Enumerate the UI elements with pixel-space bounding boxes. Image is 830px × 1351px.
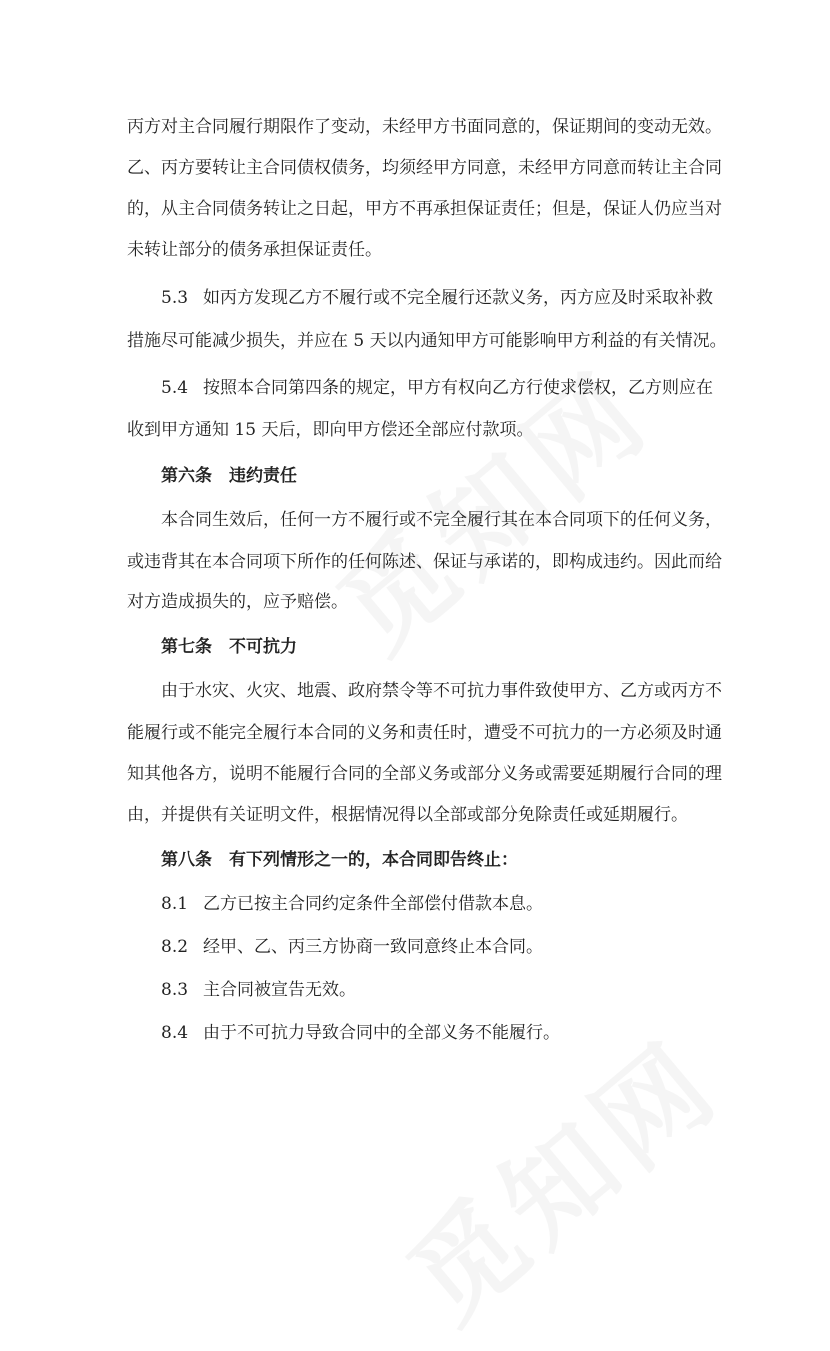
paragraph-line: 乙、丙方要转让主合同债权债务，均须经甲方同意，未经甲方同意而转让主合同 [127, 158, 722, 178]
paragraph-line: 对方造成损失的，应予赔偿。 [127, 592, 348, 612]
clause-8-3 [161, 979, 356, 1001]
clause-8-2 [161, 936, 543, 958]
watermark [370, 999, 747, 1351]
section-heading-8: 第八条 有下列情形之一的，本合同即告终止： [161, 850, 518, 870]
clause-8-1 [161, 893, 543, 915]
clause-text: 经甲、乙、丙三方协商一致同意终止本合同。 [203, 937, 543, 957]
clause-text: 主合同被宣告无效。 [203, 980, 356, 1000]
clause-text: 如丙方发现乙方不履行或不完全履行还款义务，丙方应及时采取补救 [203, 288, 713, 308]
clause-text: 由于不可抗力导致合同中的全部义务不能履行。 [203, 1023, 560, 1043]
clause-number: 8.2 [161, 937, 189, 957]
paragraph-line: 或违背其在本合同项下所作的任何陈述、保证与承诺的，即构成违约。因此而给 [127, 552, 722, 572]
clause-5-4 [161, 377, 713, 399]
clause-number: 8.4 [161, 1023, 189, 1043]
clause-text: 按照本合同第四条的规定，甲方有权向乙方行使求偿权，乙方则应在 [203, 378, 713, 398]
clause-number: 8.3 [161, 980, 189, 1000]
paragraph-line: 丙方对主合同履行期限作了变动，未经甲方书面同意的，保证期间的变动无效。 [127, 117, 722, 137]
section-heading-7: 第七条 不可抗力 [161, 637, 297, 657]
paragraph-line: 收到甲方通知 15 天后，即向甲方偿还全部应付款项。 [127, 420, 534, 440]
clause-text: 乙方已按主合同约定条件全部偿付借款本息。 [203, 894, 543, 914]
paragraph-line: 措施尽可能减少损失，并应在 5 天以内通知甲方可能影响甲方利益的有关情况。 [127, 331, 727, 351]
clause-number: 5.3 [161, 288, 189, 308]
paragraph-line: 未转让部分的债务承担保证责任。 [127, 240, 382, 260]
clause-number: 8.1 [161, 894, 189, 914]
section-heading-6: 第六条 违约责任 [161, 466, 297, 486]
paragraph-line: 知其他各方，说明不能履行合同的全部义务或部分义务或需要延期履行合同的理 [127, 764, 722, 784]
paragraph-line: 能履行或不能完全履行本合同的义务和责任时，遭受不可抗力的一方必须及时通 [127, 723, 722, 743]
paragraph-line: 本合同生效后，任何一方不履行或不完全履行其在本合同项下的任何义务， [161, 510, 722, 530]
paragraph-line: 由于水灾、火灾、地震、政府禁令等不可抗力事件致使甲方、乙方或丙方不 [161, 681, 722, 701]
clause-8-4 [161, 1022, 560, 1044]
paragraph-line: 的，从主合同债务转让之日起，甲方不再承担保证责任；但是，保证人仍应当对 [127, 199, 722, 219]
paragraph-line: 由，并提供有关证明文件，根据情况得以全部或部分免除责任或延期履行。 [127, 805, 688, 825]
clause-5-3 [161, 287, 713, 309]
clause-number: 5.4 [161, 378, 189, 398]
